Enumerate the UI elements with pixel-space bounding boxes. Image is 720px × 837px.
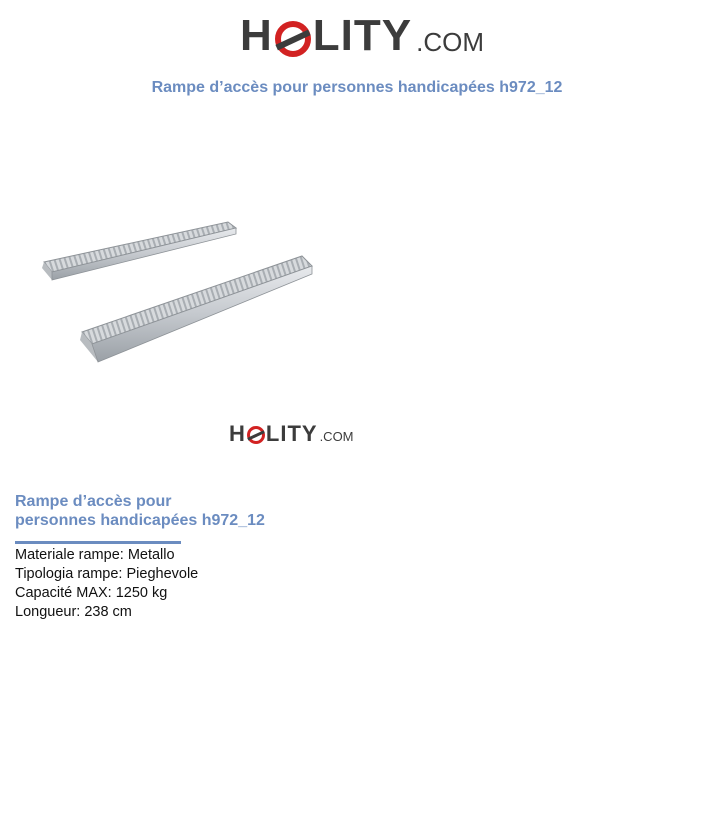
logo-letter-h: H bbox=[240, 11, 273, 60]
logo-o-icon bbox=[275, 21, 311, 57]
product-title-line-1: Rampe d’accès pour bbox=[15, 493, 172, 510]
logo-letter-h: H bbox=[229, 421, 246, 446]
ramp-back bbox=[42, 222, 236, 280]
logo-text: LITY bbox=[265, 421, 318, 446]
logo-text: LITY bbox=[312, 11, 413, 60]
logo-suffix: .COM bbox=[319, 429, 354, 444]
title-divider bbox=[15, 541, 181, 544]
logo-suffix: .COM bbox=[416, 27, 484, 57]
brand-logo bbox=[240, 11, 484, 60]
spec-item-type: Tipologia rampe: Pieghevole bbox=[15, 566, 199, 582]
ramp-front bbox=[80, 256, 312, 362]
spec-item-material: Materiale rampe: Metallo bbox=[15, 547, 175, 563]
product-title-line-2: personnes handicapées h972_12 bbox=[15, 512, 265, 529]
logo-o-icon bbox=[247, 426, 265, 444]
product-image bbox=[38, 212, 318, 372]
image-watermark-logo bbox=[229, 423, 354, 445]
product-title bbox=[15, 492, 315, 530]
spec-list bbox=[15, 546, 198, 622]
page-title: Rampe d’accès pour personnes handicapées h972_12 bbox=[151, 79, 563, 96]
spec-item-length: Longueur: 238 cm bbox=[15, 604, 132, 620]
spec-item-capacity: Capacité MAX: 1250 kg bbox=[15, 585, 168, 601]
